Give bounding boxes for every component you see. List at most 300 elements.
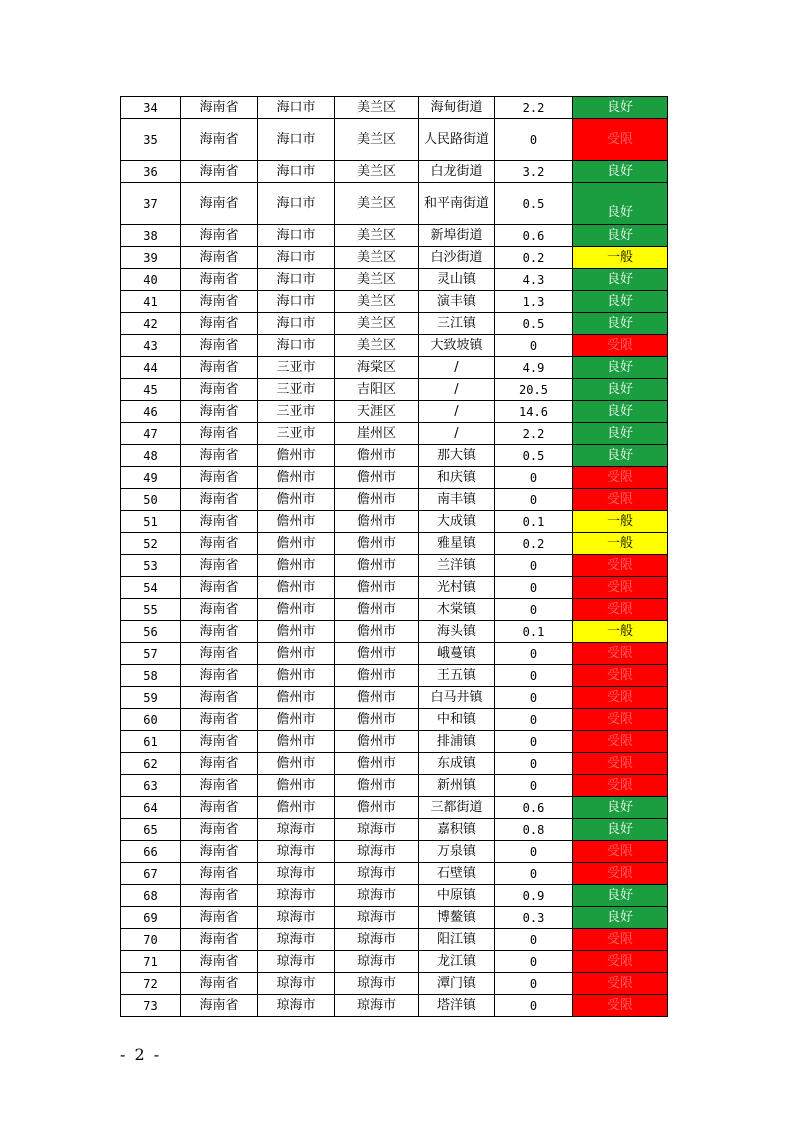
town-cell: 三江镇	[419, 313, 495, 335]
value-cell: 0.5	[495, 313, 573, 335]
value-cell: 0	[495, 995, 573, 1017]
status-cell: 受限	[573, 577, 668, 599]
city-cell: 海口市	[258, 225, 335, 247]
status-cell: 受限	[573, 467, 668, 489]
province-cell: 海南省	[181, 599, 258, 621]
value-cell: 0	[495, 489, 573, 511]
province-cell: 海南省	[181, 665, 258, 687]
province-cell: 海南省	[181, 161, 258, 183]
town-cell: 阳江镇	[419, 929, 495, 951]
city-cell: 儋州市	[258, 533, 335, 555]
table-row	[121, 995, 668, 1017]
status-cell: 良好	[573, 401, 668, 423]
district-cell: 琼海市	[335, 995, 419, 1017]
province-cell: 海南省	[181, 119, 258, 161]
city-cell: 琼海市	[258, 841, 335, 863]
row-number: 34	[121, 97, 181, 119]
table-row	[121, 973, 668, 995]
province-cell: 海南省	[181, 995, 258, 1017]
town-cell: 排浦镇	[419, 731, 495, 753]
province-cell: 海南省	[181, 183, 258, 225]
value-cell: 0	[495, 709, 573, 731]
city-cell: 琼海市	[258, 907, 335, 929]
row-number: 70	[121, 929, 181, 951]
value-cell: 3.2	[495, 161, 573, 183]
status-cell: 一般	[573, 511, 668, 533]
value-cell: 0	[495, 577, 573, 599]
table-row	[121, 119, 668, 161]
city-cell: 三亚市	[258, 423, 335, 445]
value-cell: 0	[495, 335, 573, 357]
table-row	[121, 335, 668, 357]
table-row	[121, 885, 668, 907]
town-cell: /	[419, 401, 495, 423]
province-cell: 海南省	[181, 489, 258, 511]
row-number: 42	[121, 313, 181, 335]
town-cell: 白马井镇	[419, 687, 495, 709]
city-cell: 儋州市	[258, 775, 335, 797]
row-number: 62	[121, 753, 181, 775]
province-cell: 海南省	[181, 335, 258, 357]
status-cell: 一般	[573, 533, 668, 555]
status-cell: 良好	[573, 269, 668, 291]
city-cell: 海口市	[258, 183, 335, 225]
value-cell: 2.2	[495, 423, 573, 445]
town-cell: 中原镇	[419, 885, 495, 907]
row-number: 56	[121, 621, 181, 643]
district-cell: 海棠区	[335, 357, 419, 379]
status-cell: 受限	[573, 709, 668, 731]
district-cell: 儋州市	[335, 753, 419, 775]
town-cell: 潭门镇	[419, 973, 495, 995]
town-cell: 新州镇	[419, 775, 495, 797]
value-cell: 0	[495, 599, 573, 621]
value-cell: 0.6	[495, 225, 573, 247]
status-cell: 受限	[573, 643, 668, 665]
province-cell: 海南省	[181, 555, 258, 577]
value-cell: 0	[495, 753, 573, 775]
district-cell: 儋州市	[335, 445, 419, 467]
town-cell: /	[419, 379, 495, 401]
row-number: 51	[121, 511, 181, 533]
table-row	[121, 161, 668, 183]
city-cell: 儋州市	[258, 555, 335, 577]
province-cell: 海南省	[181, 907, 258, 929]
status-cell: 受限	[573, 665, 668, 687]
table-row	[121, 819, 668, 841]
town-cell: 南丰镇	[419, 489, 495, 511]
row-number: 50	[121, 489, 181, 511]
town-cell: 白沙街道	[419, 247, 495, 269]
province-cell: 海南省	[181, 247, 258, 269]
city-cell: 儋州市	[258, 643, 335, 665]
table-row	[121, 775, 668, 797]
city-cell: 琼海市	[258, 973, 335, 995]
value-cell: 0.2	[495, 533, 573, 555]
town-cell: 光村镇	[419, 577, 495, 599]
value-cell: 0.2	[495, 247, 573, 269]
town-cell: 兰洋镇	[419, 555, 495, 577]
province-cell: 海南省	[181, 731, 258, 753]
province-cell: 海南省	[181, 577, 258, 599]
status-cell: 受限	[573, 753, 668, 775]
town-cell: 那大镇	[419, 445, 495, 467]
row-number: 35	[121, 119, 181, 161]
district-cell: 琼海市	[335, 885, 419, 907]
value-cell: 0.5	[495, 445, 573, 467]
status-cell: 受限	[573, 555, 668, 577]
status-cell: 受限	[573, 775, 668, 797]
town-cell: 博鳌镇	[419, 907, 495, 929]
row-number: 47	[121, 423, 181, 445]
city-cell: 海口市	[258, 291, 335, 313]
district-cell: 美兰区	[335, 247, 419, 269]
status-cell: 良好	[573, 885, 668, 907]
table-row	[121, 423, 668, 445]
district-cell: 儋州市	[335, 489, 419, 511]
province-cell: 海南省	[181, 533, 258, 555]
table-row	[121, 731, 668, 753]
province-cell: 海南省	[181, 973, 258, 995]
town-cell: 和平南街道	[419, 183, 495, 225]
table-row	[121, 401, 668, 423]
city-cell: 海口市	[258, 247, 335, 269]
town-cell: 塔洋镇	[419, 995, 495, 1017]
value-cell: 0.1	[495, 511, 573, 533]
district-cell: 儋州市	[335, 577, 419, 599]
province-cell: 海南省	[181, 291, 258, 313]
province-cell: 海南省	[181, 97, 258, 119]
city-cell: 琼海市	[258, 819, 335, 841]
table-row	[121, 183, 668, 225]
value-cell: 20.5	[495, 379, 573, 401]
value-cell: 0	[495, 863, 573, 885]
district-cell: 琼海市	[335, 907, 419, 929]
table-row	[121, 357, 668, 379]
table-row	[121, 643, 668, 665]
table-row	[121, 555, 668, 577]
province-cell: 海南省	[181, 379, 258, 401]
city-cell: 琼海市	[258, 885, 335, 907]
city-cell: 琼海市	[258, 995, 335, 1017]
district-cell: 崖州区	[335, 423, 419, 445]
table-row	[121, 489, 668, 511]
value-cell: 0	[495, 643, 573, 665]
row-number: 44	[121, 357, 181, 379]
city-cell: 海口市	[258, 161, 335, 183]
district-cell: 琼海市	[335, 863, 419, 885]
table-row	[121, 247, 668, 269]
row-number: 41	[121, 291, 181, 313]
province-cell: 海南省	[181, 357, 258, 379]
district-cell: 儋州市	[335, 687, 419, 709]
table-row	[121, 577, 668, 599]
value-cell: 0	[495, 467, 573, 489]
row-number: 55	[121, 599, 181, 621]
district-cell: 天涯区	[335, 401, 419, 423]
table-row	[121, 225, 668, 247]
city-cell: 儋州市	[258, 621, 335, 643]
row-number: 53	[121, 555, 181, 577]
table-row	[121, 929, 668, 951]
town-cell: 海甸街道	[419, 97, 495, 119]
town-cell: 东成镇	[419, 753, 495, 775]
status-cell: 受限	[573, 731, 668, 753]
row-number: 37	[121, 183, 181, 225]
district-cell: 儋州市	[335, 511, 419, 533]
district-cell: 美兰区	[335, 335, 419, 357]
status-cell: 良好	[573, 97, 668, 119]
row-number: 39	[121, 247, 181, 269]
district-cell: 美兰区	[335, 291, 419, 313]
table-row	[121, 621, 668, 643]
town-cell: 龙江镇	[419, 951, 495, 973]
province-cell: 海南省	[181, 753, 258, 775]
value-cell: 0.3	[495, 907, 573, 929]
status-cell: 良好	[573, 313, 668, 335]
district-cell: 琼海市	[335, 973, 419, 995]
town-cell: 海头镇	[419, 621, 495, 643]
row-number: 57	[121, 643, 181, 665]
city-cell: 儋州市	[258, 445, 335, 467]
town-cell: 峨蔓镇	[419, 643, 495, 665]
row-number: 59	[121, 687, 181, 709]
table-row	[121, 797, 668, 819]
table-row	[121, 511, 668, 533]
table-row	[121, 665, 668, 687]
district-cell: 儋州市	[335, 555, 419, 577]
value-cell: 0	[495, 555, 573, 577]
table-row	[121, 291, 668, 313]
town-cell: 雅星镇	[419, 533, 495, 555]
table-row	[121, 687, 668, 709]
province-cell: 海南省	[181, 841, 258, 863]
row-number: 71	[121, 951, 181, 973]
district-cell: 儋州市	[335, 621, 419, 643]
row-number: 67	[121, 863, 181, 885]
town-cell: 和庆镇	[419, 467, 495, 489]
city-cell: 儋州市	[258, 467, 335, 489]
row-number: 46	[121, 401, 181, 423]
row-number: 63	[121, 775, 181, 797]
province-cell: 海南省	[181, 269, 258, 291]
row-number: 61	[121, 731, 181, 753]
town-cell: 三都街道	[419, 797, 495, 819]
district-cell: 美兰区	[335, 183, 419, 225]
city-cell: 儋州市	[258, 753, 335, 775]
district-cell: 琼海市	[335, 841, 419, 863]
value-cell: 0	[495, 775, 573, 797]
district-cell: 儋州市	[335, 643, 419, 665]
town-cell: 嘉积镇	[419, 819, 495, 841]
table-row	[121, 269, 668, 291]
table-row	[121, 467, 668, 489]
status-cell: 良好	[573, 797, 668, 819]
value-cell: 0	[495, 665, 573, 687]
district-cell: 美兰区	[335, 313, 419, 335]
district-cell: 儋州市	[335, 731, 419, 753]
value-cell: 0	[495, 841, 573, 863]
province-cell: 海南省	[181, 885, 258, 907]
city-cell: 海口市	[258, 335, 335, 357]
value-cell: 0	[495, 731, 573, 753]
city-cell: 儋州市	[258, 687, 335, 709]
district-cell: 美兰区	[335, 161, 419, 183]
value-cell: 4.3	[495, 269, 573, 291]
row-number: 60	[121, 709, 181, 731]
province-cell: 海南省	[181, 467, 258, 489]
district-cell: 琼海市	[335, 951, 419, 973]
table-row	[121, 379, 668, 401]
table-row	[121, 97, 668, 119]
province-cell: 海南省	[181, 445, 258, 467]
city-cell: 琼海市	[258, 951, 335, 973]
status-cell: 良好	[573, 357, 668, 379]
table-row	[121, 599, 668, 621]
status-cell: 良好	[573, 161, 668, 183]
row-number: 65	[121, 819, 181, 841]
province-cell: 海南省	[181, 225, 258, 247]
province-cell: 海南省	[181, 709, 258, 731]
status-cell: 良好	[573, 183, 668, 225]
province-cell: 海南省	[181, 687, 258, 709]
row-number: 66	[121, 841, 181, 863]
row-number: 38	[121, 225, 181, 247]
province-cell: 海南省	[181, 819, 258, 841]
province-cell: 海南省	[181, 863, 258, 885]
province-cell: 海南省	[181, 797, 258, 819]
row-number: 73	[121, 995, 181, 1017]
value-cell: 1.3	[495, 291, 573, 313]
status-cell: 受限	[573, 973, 668, 995]
row-number: 58	[121, 665, 181, 687]
province-cell: 海南省	[181, 775, 258, 797]
table-row	[121, 907, 668, 929]
value-cell: 0.6	[495, 797, 573, 819]
town-cell: 万泉镇	[419, 841, 495, 863]
value-cell: 0	[495, 973, 573, 995]
status-cell: 良好	[573, 225, 668, 247]
city-cell: 琼海市	[258, 863, 335, 885]
city-cell: 海口市	[258, 119, 335, 161]
province-cell: 海南省	[181, 951, 258, 973]
city-cell: 儋州市	[258, 709, 335, 731]
row-number: 69	[121, 907, 181, 929]
district-cell: 吉阳区	[335, 379, 419, 401]
row-number: 48	[121, 445, 181, 467]
status-cell: 良好	[573, 445, 668, 467]
status-cell: 受限	[573, 995, 668, 1017]
value-cell: 0.1	[495, 621, 573, 643]
city-cell: 儋州市	[258, 665, 335, 687]
value-cell: 14.6	[495, 401, 573, 423]
value-cell: 0	[495, 929, 573, 951]
town-cell: 白龙街道	[419, 161, 495, 183]
town-cell: 新埠街道	[419, 225, 495, 247]
table-row	[121, 863, 668, 885]
city-cell: 海口市	[258, 269, 335, 291]
city-cell: 儋州市	[258, 511, 335, 533]
city-cell: 琼海市	[258, 929, 335, 951]
value-cell: 4.9	[495, 357, 573, 379]
status-cell: 受限	[573, 687, 668, 709]
town-cell: 人民路街道	[419, 119, 495, 161]
status-cell: 良好	[573, 819, 668, 841]
status-cell: 受限	[573, 599, 668, 621]
status-cell: 受限	[573, 841, 668, 863]
table-body	[121, 97, 668, 1017]
district-cell: 儋州市	[335, 797, 419, 819]
city-cell: 儋州市	[258, 731, 335, 753]
status-cell: 一般	[573, 247, 668, 269]
status-cell: 受限	[573, 119, 668, 161]
row-number: 43	[121, 335, 181, 357]
town-cell: 灵山镇	[419, 269, 495, 291]
district-cell: 美兰区	[335, 269, 419, 291]
status-cell: 受限	[573, 489, 668, 511]
value-cell: 2.2	[495, 97, 573, 119]
city-cell: 儋州市	[258, 489, 335, 511]
row-number: 72	[121, 973, 181, 995]
city-cell: 三亚市	[258, 401, 335, 423]
district-cell: 琼海市	[335, 819, 419, 841]
table-row	[121, 313, 668, 335]
district-cell: 美兰区	[335, 97, 419, 119]
status-cell: 良好	[573, 291, 668, 313]
table-row	[121, 841, 668, 863]
row-number: 36	[121, 161, 181, 183]
district-cell: 儋州市	[335, 533, 419, 555]
status-cell: 受限	[573, 335, 668, 357]
town-cell: 中和镇	[419, 709, 495, 731]
row-number: 68	[121, 885, 181, 907]
table-row	[121, 951, 668, 973]
value-cell: 0.8	[495, 819, 573, 841]
value-cell: 0	[495, 687, 573, 709]
province-cell: 海南省	[181, 643, 258, 665]
province-cell: 海南省	[181, 929, 258, 951]
city-cell: 三亚市	[258, 379, 335, 401]
status-cell: 受限	[573, 929, 668, 951]
value-cell: 0.5	[495, 183, 573, 225]
town-cell: 木棠镇	[419, 599, 495, 621]
town-cell: 王五镇	[419, 665, 495, 687]
province-cell: 海南省	[181, 423, 258, 445]
status-cell: 受限	[573, 951, 668, 973]
table-row	[121, 709, 668, 731]
status-cell: 受限	[573, 863, 668, 885]
town-cell: /	[419, 423, 495, 445]
city-cell: 儋州市	[258, 599, 335, 621]
table-row	[121, 445, 668, 467]
value-cell: 0	[495, 951, 573, 973]
town-cell: 石壁镇	[419, 863, 495, 885]
row-number: 49	[121, 467, 181, 489]
value-cell: 0	[495, 119, 573, 161]
town-cell: 演丰镇	[419, 291, 495, 313]
province-cell: 海南省	[181, 621, 258, 643]
status-cell: 良好	[573, 379, 668, 401]
row-number: 54	[121, 577, 181, 599]
province-cell: 海南省	[181, 511, 258, 533]
value-cell: 0.9	[495, 885, 573, 907]
row-number: 45	[121, 379, 181, 401]
page-number: - 2 -	[120, 1045, 162, 1064]
row-number: 40	[121, 269, 181, 291]
district-cell: 琼海市	[335, 929, 419, 951]
row-number: 64	[121, 797, 181, 819]
data-table	[120, 96, 668, 1017]
